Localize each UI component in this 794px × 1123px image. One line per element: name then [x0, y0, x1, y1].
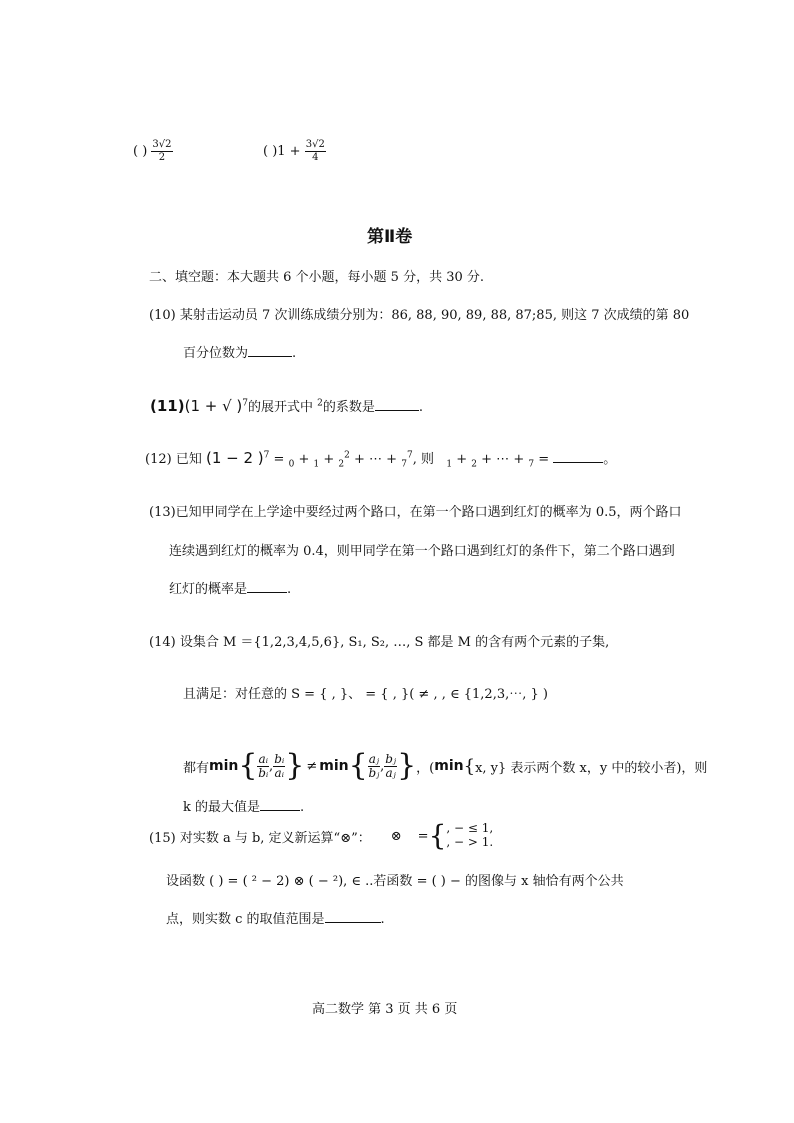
page-footer: 高二数学 第 3 页 共 6 页 — [312, 1002, 458, 1017]
q15-line1: (15) 对实数 a 与 b, 定义新运算“⊗”： ⊗ = { , − ≤ 1, , − > 1. — [149, 819, 494, 852]
q14-line3: 都有 min { $\frac{\text{aᵢ}}{\text{bᵢ}}$ , $\frac{\text{bᵢ}}{\text{aᵢ}}$ } ≠ min { $\frac{\text{aⱼ}}{\text{bⱼ}}$ , $\frac{\text{bⱼ}}{\text{aⱼ}}$ } ，( min { x, y} 表示两个数 x，y 中的较小者)，则 — [183, 748, 708, 783]
q10-line1: (10) 某射击运动员 7 次训练成绩分别为：86, 88, 90, 89, 88, 87;85, 则这 7 次成绩的第 80 — [149, 308, 690, 323]
q13-line1: (13)已知甲同学在上学途中要经过两个路口，在第一个路口遇到红灯的概率为 0.5，两个路口 — [149, 505, 682, 520]
option-c-label: ( ) — [133, 144, 148, 159]
option-c-fraction: $\frac{3√2}{2}$ — [152, 139, 172, 163]
answer-blank — [247, 580, 287, 593]
answer-blank — [375, 398, 419, 411]
answer-blank — [553, 450, 603, 463]
q14-line2: 且满足：对任意的 S = { , }、 = { , }( ≠ , , ∈ {1,2,3,⋯, } ) — [183, 687, 548, 702]
answer-blank — [248, 344, 292, 357]
q15-line2: 设函数 ( ) = ( ² − 2) ⊗ ( − ²), ∈ ..若函数 = ( ) − 的图像与 x 轴恰有两个公共 — [166, 874, 624, 889]
q14-line4: k 的最大值是 . — [183, 800, 305, 815]
q12: (12) 已知 (1 − 2 )$^7$ = $_0$ + $_1$ + $_2^2$ + ⋯ + $_7^7$, 则 $_1$ + $_2$ + ⋯ + $_7$ = 。 — [145, 449, 617, 470]
q13-line3: 红灯的概率是 . — [169, 582, 292, 597]
q11: (11)(1 + √ )$^7$的展开式中 $^2$的系数是 . — [150, 397, 424, 415]
q10-line2: 百分位数为 . — [183, 346, 297, 361]
option-d-fraction: $\frac{3√2}{4}$ — [305, 139, 325, 163]
answer-blank — [325, 910, 381, 923]
q15-line3: 点，则实数 c 的取值范围是 . — [166, 912, 385, 927]
q13-line2: 连续遇到红灯的概率为 0.4，则甲同学在第一个路口遇到红灯的条件下，第二个路口遇到 — [169, 544, 675, 559]
option-d-label: ( )1 + — [263, 144, 301, 159]
answer-blank — [260, 798, 300, 811]
section-title: 第Ⅱ卷 — [367, 227, 413, 247]
q14-line1: (14) 设集合 M ＝{1,2,3,4,5,6}, S₁, S₂, …, S 都是 M 的含有两个元素的子集, — [149, 635, 610, 650]
option-c — [133, 140, 173, 163]
option-d — [263, 140, 326, 163]
part2-header: 二、填空题：本大题共 6 个小题，每小题 5 分，共 30 分. — [149, 270, 485, 285]
